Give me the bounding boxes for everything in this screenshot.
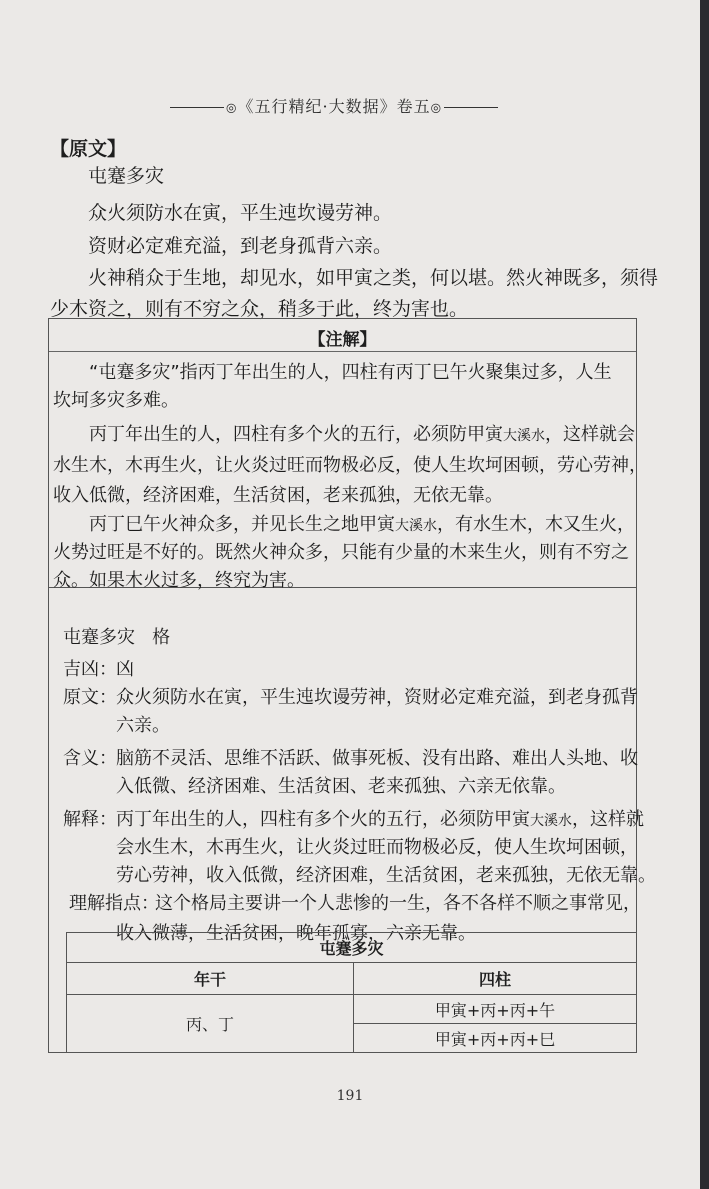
annotation-title: 【注解】 <box>308 330 377 350</box>
header-ornament-right-icon: ◎ <box>430 100 443 115</box>
pattern-label-original: 原文： <box>63 687 117 708</box>
annotation-line-7: 火势过旺是不好的。既然火神众多，只能有少量的木来生火，则有不穷之 <box>53 542 629 563</box>
pattern-label-explain: 解释： <box>63 809 117 830</box>
pattern-value-fortune: 凶 <box>116 659 134 680</box>
annotation-line-2: 坎坷多灾多难。 <box>53 390 179 411</box>
annotation-line-6: 丙丁巳午火神众多，并见长生之地甲寅大溪水，有水生木，木又生火， <box>89 514 635 535</box>
annotation-line-3: 丙丁年出生的人，四柱有多个火的五行，必须防甲寅大溪水，这样就会 <box>89 424 635 445</box>
annotation-line-4: 水生木，木再生火，让火炎过旺而物极必反，使人生坎坷困顿，劳心劳神， <box>53 455 647 476</box>
header-ornament-left-icon: ◎ <box>226 100 238 115</box>
nayin-note: 大溪水 <box>503 428 545 444</box>
pattern-original-line-2: 六亲。 <box>116 715 170 736</box>
header-rule-left <box>170 107 224 108</box>
table-header-year-stem: 年干 <box>67 963 354 995</box>
pattern-meaning-line-2: 入低微、经济困难、生活贫困、老来孤独、六亲无依靠。 <box>116 776 566 797</box>
pattern-meaning-line-1: 脑筋不灵活、思维不活跃、做事死板、没有出路、难出人头地、收 <box>116 748 638 769</box>
table-cell-pillar-2: 甲寅+丙+丙+巳 <box>354 1024 637 1053</box>
table-cell-pillar-1: 甲寅+丙+丙+午 <box>354 995 637 1024</box>
table-title: 屯蹇多灾 <box>67 933 637 963</box>
pattern-label-fortune: 吉凶： <box>63 659 117 680</box>
original-line-4: 火神稍众于生地，却见水，如甲寅之类，何以堪。然火神既多，须得 <box>88 267 659 289</box>
nayin-note: 大溪水 <box>530 813 572 829</box>
nayin-note: 大溪水 <box>395 518 437 534</box>
original-heading: 【原文】 <box>50 138 127 160</box>
table-cell-year-stem: 丙、丁 <box>67 995 354 1053</box>
annotation-line-1: “屯蹇多灾”指丙丁年出生的人，四柱有丙丁巳午火聚集过多，人生 <box>89 362 612 383</box>
original-line-1: 屯蹇多灾 <box>88 165 165 187</box>
pattern-guide-line-2: 收入微薄，生活贫困，晚年孤寡，六亲无靠。 <box>116 923 476 944</box>
header-rule-right <box>444 107 498 108</box>
original-line-3: 资财必定难充溢，到老身孤背六亲。 <box>88 235 393 257</box>
pattern-label-guide: 理解指点： <box>69 893 159 914</box>
pattern-explain-line-2: 会水生木，木再生火，让火炎过旺而物极必反，使人生坎坷困顿， <box>116 837 638 858</box>
header-title: 《五行精纪·大数据》卷五 <box>237 97 431 116</box>
pattern-label-meaning: 含义： <box>63 748 117 769</box>
pattern-explain-line-3: 劳心劳神，收入低微，经济困难，生活贫困，老来孤独，无依无靠。 <box>116 865 656 886</box>
page-number: 191 <box>336 1088 364 1104</box>
pattern-guide-line-1: 这个格局主要讲一个人悲惨的一生，各不各样不顺之事常见， <box>155 893 641 914</box>
annotation-line-5: 收入低微，经济困难，生活贫困，老来孤独，无依无靠。 <box>53 485 503 506</box>
annotation-divider <box>49 351 636 352</box>
original-line-2: 众火须防水在寅，平生迍坎谩劳神。 <box>88 202 393 224</box>
pillar-table <box>66 932 637 1053</box>
pattern-name: 屯蹇多灾 格 <box>63 627 171 648</box>
annotation-line-8: 众。如果木火过多，终究为害。 <box>53 570 305 591</box>
annotation-box <box>48 318 647 591</box>
original-line-5: 少木资之，则有不穷之众，稍多于此，终为害也。 <box>50 298 469 320</box>
pattern-explain-line-1: 丙丁年出生的人，四柱有多个火的五行，必须防甲寅大溪水，这样就 <box>116 809 644 830</box>
running-header <box>168 94 518 116</box>
table-header-pillars: 四柱 <box>354 963 637 995</box>
pattern-original-line-1: 众火须防水在寅，平生迍坎谩劳神，资财必定难充溢，到老身孤背 <box>116 687 638 708</box>
